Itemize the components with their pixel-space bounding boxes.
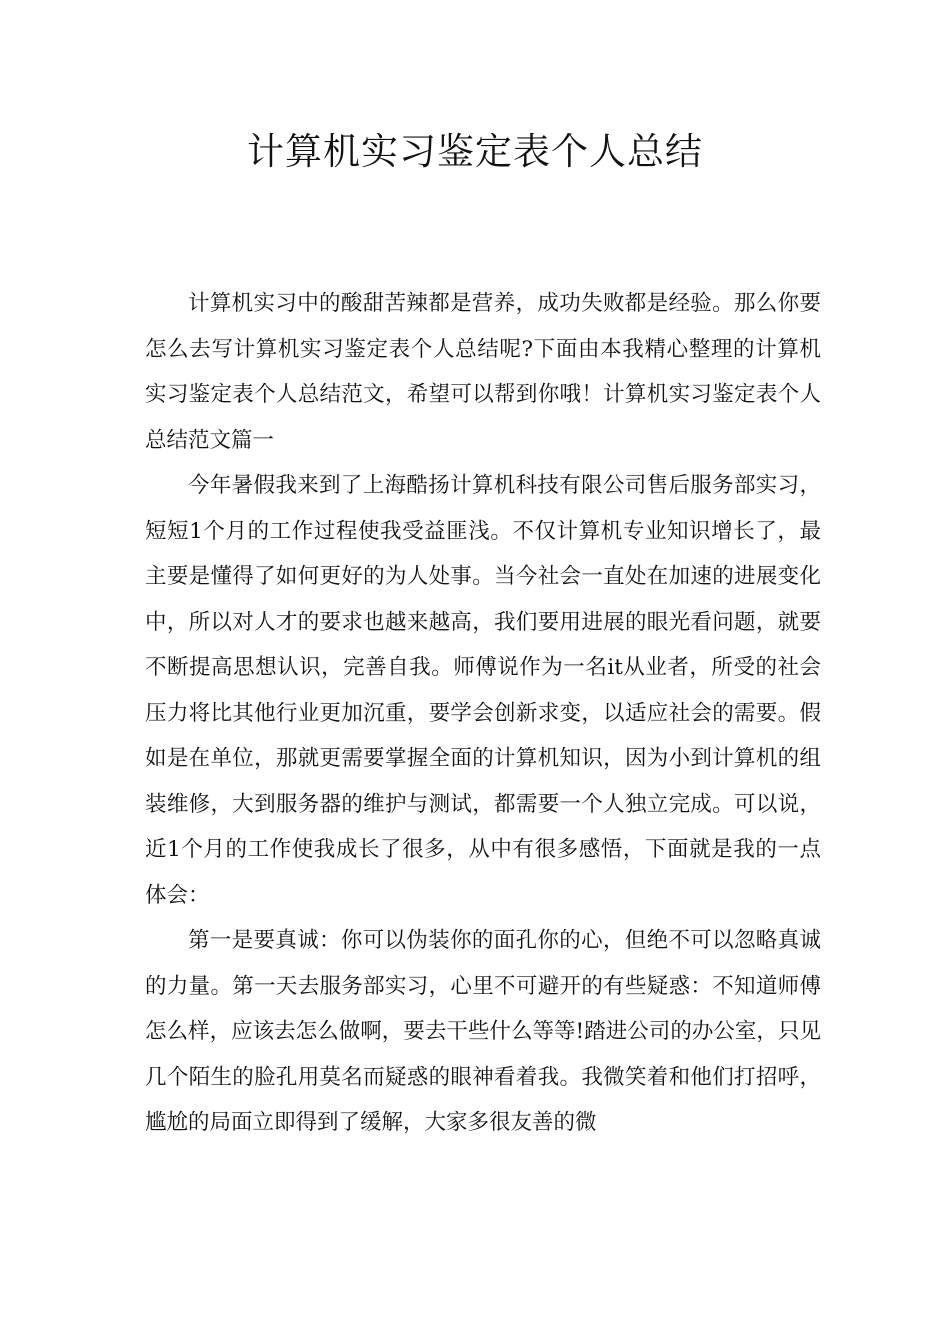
paragraph-intro: 计算机实习中的酸甜苦辣都是营养，成功失败都是经验。那么你要怎么去写计算机实习鉴定表个人总结呢?下面由本我精心整理的计算机实习鉴定表个人总结范文，希望可以帮到你哦！计算机实习鉴定表个人总结范文篇一 <box>145 291 821 453</box>
paragraph-internship: 今年暑假我来到了上海酷扬计算机科技有限公司售后服务部实习，短短1个月的工作过程使我受益匪浅。不仅计算机专业知识增长了，最主要是懂得了如何更好的为人处事。当今社会一直处在加速的进展变化中，所以对人才的要求也越来越高，我们要用进展的眼光看问题，就要不断提高思想认识，完善自我。师傅说作为一名it从业者，所受的社会压力将比其他行业更加沉重，要学会创新求变，以适应社会的需要。假如是在单位，那就更需要掌握全面的计算机知识，因为小到计算机的组装维修，大到服务器的维护与测试，都需要一个人独立完成。可以说，近1个月的工作使我成长了很多，从中有很多感悟，下面就是我的一点体会： <box>145 473 821 908</box>
paragraph-sincerity: 第一是要真诚：你可以伪装你的面孔你的心，但绝不可以忽略真诚的力量。第一天去服务部实习，心里不可避开的有些疑惑：不知道师傅怎么样，应该去怎么做啊，要去干些什么等等!踏进公司的办公室，只见几个陌生的脸孔用莫名而疑惑的眼神看着我。我微笑着和他们打招呼，尴尬的局面立即得到了缓解，大家多很友善的微 <box>145 928 821 1135</box>
document-title: 计算机实习鉴定表个人总结 <box>247 130 703 173</box>
document-body <box>145 281 821 1146</box>
